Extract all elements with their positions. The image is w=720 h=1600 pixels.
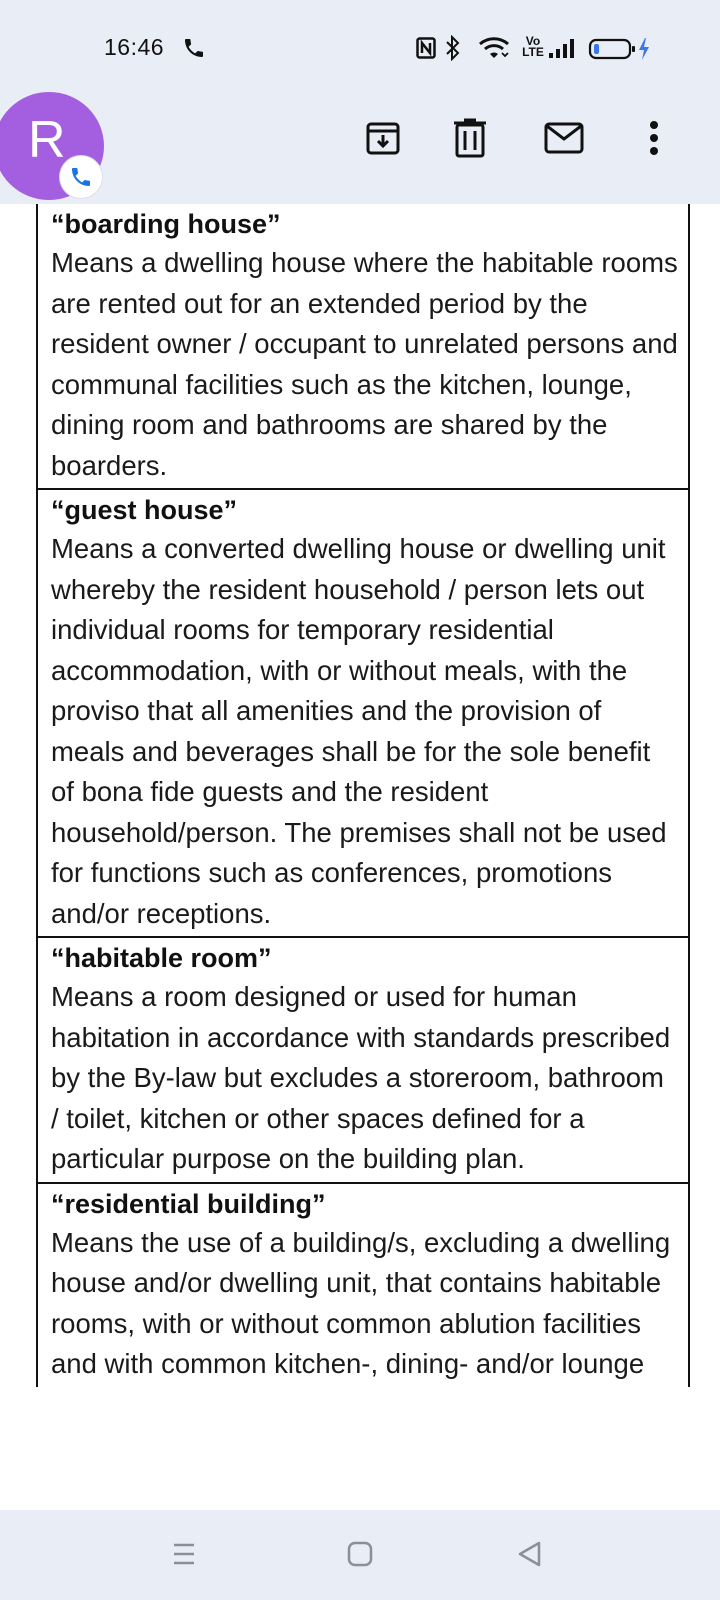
- phone-call-icon: [182, 36, 206, 60]
- mark-unread-icon: [544, 121, 584, 155]
- back-button[interactable]: [506, 1530, 554, 1578]
- volte-icon: [521, 36, 545, 60]
- definitions-table: [36, 204, 690, 1387]
- definition-term: “residential building”: [51, 1188, 326, 1219]
- more-options-button[interactable]: [630, 114, 678, 162]
- definition-text: Means a room designed or used for human habitation in accordance with standards prescribed by the By-law but excludes a storeroom, bathroom / toilet, kitchen or other spaces defined for a particular purpose on the building plan.: [51, 981, 671, 1174]
- sender-avatar[interactable]: [0, 92, 104, 200]
- status-bar: [0, 0, 720, 96]
- home-button[interactable]: [336, 1530, 384, 1578]
- delete-icon: [452, 118, 488, 158]
- definition-term: “boarding house”: [51, 209, 281, 239]
- recents-button[interactable]: [160, 1530, 208, 1578]
- definition-text: Means a dwelling house where the habitable rooms are rented out for an extended period by the resident owner / occupant to unrelated persons and communal facilities such as the kitchen, lounge, dining room and bathrooms are shared by the boarders.: [51, 247, 678, 481]
- volte-label-bottom: LTE: [522, 45, 544, 59]
- recents-icon: [169, 1539, 199, 1569]
- signal-icon: [548, 38, 576, 58]
- navigation-bar: [0, 1510, 720, 1600]
- delete-button[interactable]: [446, 114, 494, 162]
- more-options-icon: [648, 120, 660, 156]
- mark-unread-button[interactable]: [540, 114, 588, 162]
- archive-button[interactable]: [359, 114, 407, 162]
- phone-badge-icon: [69, 165, 93, 189]
- volte-label-top: Vo: [525, 34, 541, 48]
- back-icon: [515, 1539, 545, 1569]
- archive-icon: [365, 120, 401, 156]
- definition-row: [38, 490, 688, 938]
- bluetooth-icon: [445, 35, 461, 61]
- definition-term: “guest house”: [51, 495, 238, 525]
- wifi-icon: [478, 36, 510, 60]
- definition-text: Means the use of a building/s, excluding a dwelling house and/or dwelling unit, that contains habitable rooms, with or without common ablution facilities and with common kitchen-, dining- and/or lounge: [51, 1226, 671, 1379]
- nfc-icon: [416, 37, 436, 59]
- definition-row: [38, 1184, 688, 1387]
- definition-row: [38, 204, 688, 490]
- avatar-letter: R: [28, 111, 66, 169]
- definition-row: [38, 938, 688, 1184]
- email-body[interactable]: [0, 204, 720, 1510]
- call-badge[interactable]: [60, 156, 102, 198]
- definition-term: “habitable room”: [51, 943, 272, 973]
- definition-text: Means a converted dwelling house or dwelling unit whereby the resident household / person lets out individual rooms for temporary residential accommodation, with or without meals, with the proviso that all amenities and the provision of meals and beverages shall be for the sole benefit of bona fide guests and the resident household/person. The premises shall not be used for functions such as conferences, promotions and/or receptions.: [51, 533, 667, 929]
- battery-charging-icon: [588, 37, 654, 61]
- home-icon: [345, 1539, 375, 1569]
- status-time: 16:46: [104, 34, 165, 60]
